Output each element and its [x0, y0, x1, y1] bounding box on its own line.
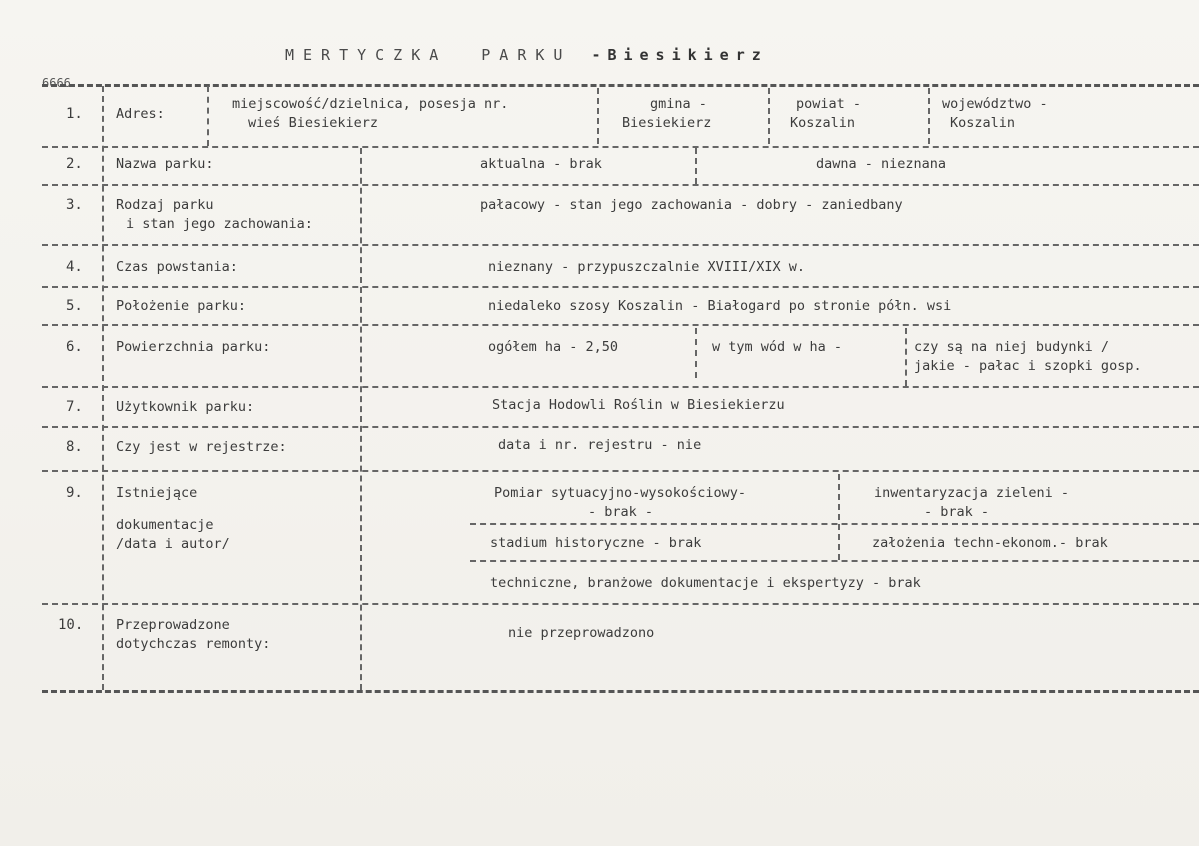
- tech-econ-assumptions: założenia techn-ekonom.- brak: [872, 535, 1108, 551]
- location-value: niedaleko szosy Koszalin - Białogard po stronie półn. wsi: [488, 298, 952, 314]
- technical-documentation: techniczne, branżowe dokumentacje i ekspertyzy - brak: [490, 575, 921, 591]
- row-1-number: 1.: [66, 106, 83, 122]
- document-title: [285, 46, 768, 64]
- row-divider-1: [42, 146, 1199, 148]
- row-8-number: 8.: [66, 439, 83, 455]
- row9-inner-divider-2: [470, 560, 1199, 562]
- row-divider-7: [42, 426, 1199, 428]
- row-10-label-line-2: dotychczas remonty:: [116, 636, 271, 652]
- column-divider-gmina: [597, 88, 599, 144]
- row-5-number: 5.: [66, 298, 83, 314]
- row-2-number: 2.: [66, 156, 83, 172]
- row-4-label: Czas powstania:: [116, 259, 238, 275]
- powiat-label: powiat -: [796, 96, 862, 112]
- buildings-line-2: jakie - pałac i szopki gosp.: [914, 358, 1142, 374]
- park-name-current: aktualna - brak: [480, 156, 602, 172]
- column-divider-address: [207, 86, 209, 146]
- column-divider-row2: [695, 148, 697, 184]
- area-total: ogółem ha - 2,50: [488, 339, 619, 355]
- row9-inner-divider-1: [470, 523, 1199, 525]
- stray-mark: 6666: [42, 76, 71, 90]
- row-divider-6: [42, 386, 1199, 388]
- inventory-doc-line-2: - brak -: [924, 504, 990, 520]
- creation-time-value: nieznany - przypuszczalnie XVIII/XIX w.: [488, 259, 805, 275]
- row-3-label-line-1: Rodzaj parku: [116, 197, 214, 213]
- park-user-value: Stacja Hodowli Roślin w Biesiekierzu: [492, 397, 785, 413]
- row-2-label: Nazwa parku:: [116, 156, 214, 172]
- title-part-2: PARKU: [481, 46, 572, 64]
- title-part-1: MERTYCZKA: [285, 46, 448, 64]
- historical-study: stadium historyczne - brak: [490, 535, 702, 551]
- row-9-label-line-3: /data i autor/: [116, 536, 230, 552]
- powiat-value: Koszalin: [790, 115, 856, 131]
- row-4-number: 4.: [66, 259, 83, 275]
- row-divider-8: [42, 470, 1199, 472]
- area-water: w tym wód w ha -: [712, 339, 843, 355]
- column-divider-woj: [928, 88, 930, 144]
- row-divider-5: [42, 324, 1199, 326]
- row-divider-4: [42, 286, 1199, 288]
- column-divider-row6b: [905, 328, 907, 386]
- table-bottom-border: [42, 690, 1199, 693]
- row-divider-9: [42, 603, 1199, 605]
- row-6-number: 6.: [66, 339, 83, 355]
- row-10-label-line-1: Przeprowadzone: [116, 617, 230, 633]
- row-10-number: 10.: [58, 617, 84, 633]
- voivodeship-label: województwo -: [942, 96, 1048, 112]
- column-divider-num: [102, 86, 104, 690]
- row-7-number: 7.: [66, 399, 83, 415]
- park-name-former: dawna - nieznana: [816, 156, 947, 172]
- row-divider-2: [42, 184, 1199, 186]
- row-9-number: 9.: [66, 485, 83, 501]
- survey-doc-line-1: Pomiar sytuacyjno-wysokościowy-: [494, 485, 746, 501]
- gmina-label: gmina -: [650, 96, 707, 112]
- column-divider-row9: [838, 474, 840, 560]
- gmina-value: Biesiekierz: [622, 115, 712, 131]
- row-9-label-line-1: Istniejące: [116, 485, 198, 501]
- address-line-2: wieś Biesiekierz: [248, 115, 379, 131]
- column-divider-label: [360, 148, 362, 690]
- voivodeship-value: Koszalin: [950, 115, 1016, 131]
- row-3-label-line-2: i stan jego zachowania:: [126, 216, 313, 232]
- row-9-label-line-2: dokumentacje: [116, 517, 214, 533]
- renovations-value: nie przeprowadzono: [508, 625, 655, 641]
- table-top-border: [42, 84, 1199, 87]
- column-divider-powiat: [768, 88, 770, 144]
- inventory-doc-line-1: inwentaryzacja zieleni -: [874, 485, 1070, 501]
- row-3-number: 3.: [66, 197, 83, 213]
- row-7-label: Użytkownik parku:: [116, 399, 255, 415]
- park-type-value: pałacowy - stan jego zachowania - dobry - zaniedbany: [480, 197, 903, 213]
- row-5-label: Położenie parku:: [116, 298, 247, 314]
- address-line-1: miejscowość/dzielnica, posesja nr.: [232, 96, 509, 112]
- row-6-label: Powierzchnia parku:: [116, 339, 271, 355]
- row-1-label: Adres:: [116, 106, 165, 122]
- title-part-3: -Biesikierz: [591, 46, 768, 64]
- row-divider-3: [42, 244, 1199, 246]
- row-8-label: Czy jest w rejestrze:: [116, 439, 287, 455]
- survey-doc-line-2: - brak -: [588, 504, 654, 520]
- register-value: data i nr. rejestru - nie: [498, 437, 702, 453]
- column-divider-row6a: [695, 328, 697, 378]
- buildings-line-1: czy są na niej budynki /: [914, 339, 1110, 355]
